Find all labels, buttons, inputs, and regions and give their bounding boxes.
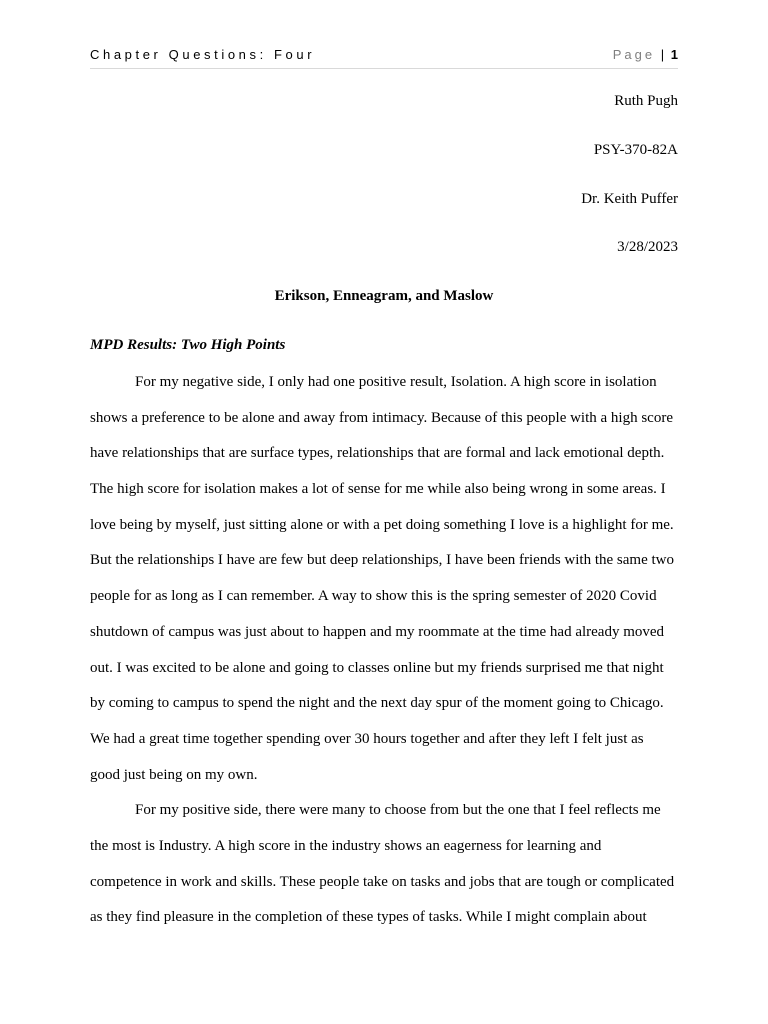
instructor-name: Dr. Keith Puffer [581, 191, 678, 207]
paragraph-line: shows a preference to be alone and away from intimacy. Because of this people with a high score [90, 409, 673, 426]
page-separator: | [660, 47, 665, 62]
course-code: PSY-370-82A [593, 142, 678, 158]
paragraph-line: the most is Industry. A high score in the industry shows an eagerness for learning and [90, 837, 602, 854]
paragraph-line: But the relationships I have are few but deep relationships, I have been friends with the same two [90, 552, 674, 569]
paragraph-line: shutdown of campus was just about to happen and my roommate at the time had already moved [90, 623, 665, 640]
paragraph-line: competence in work and skills. These people take on tasks and jobs that are tough or complicated [90, 873, 675, 890]
page-word: Page [612, 47, 656, 62]
author-name: Ruth Pugh [614, 93, 678, 109]
paragraph-line: have relationships that are surface types, relationships that are formal and lack emotional depth. [90, 445, 665, 462]
paragraph-line: as they find pleasure in the completion of these types of tasks. While I might complain about [90, 909, 647, 926]
paragraph-line: by coming to campus to spend the night and the next day spur of the moment going to Chicago. [90, 695, 664, 712]
paragraph-line: love being by myself, just sitting alone or with a pet doing something I love is a highlight for me. [90, 516, 674, 533]
section-heading: MPD Results: Two High Points [90, 337, 286, 353]
paragraph-line: good just being on my own. [90, 766, 258, 783]
paragraph-line: For my negative side, I only had one positive result, Isolation. A high score in isolation [135, 374, 657, 390]
page-number-label [613, 47, 678, 62]
document-title: Erikson, Enneagram, and Maslow [274, 288, 494, 304]
paragraph-line: people for as long as I can remember. A way to show this is the spring semester of 2020 Covid [90, 588, 657, 605]
page-number: 1 [670, 47, 678, 62]
body-text [90, 372, 680, 943]
header-title: Chapter Questions: Four [90, 47, 316, 62]
page-header [90, 46, 678, 69]
paragraph-line: out. I was excited to be alone and going to classes online but my friends surprised me that night [90, 659, 664, 676]
paragraph-line: We had a great time together spending over 30 hours together and after they left I felt just as [90, 730, 644, 747]
paragraph-line: For my positive side, there were many to choose from but the one that I feel reflects me [135, 802, 661, 819]
paragraph-line: The high score for isolation makes a lot of sense for me while also being wrong in some areas. I [90, 481, 666, 498]
document-date: 3/28/2023 [617, 239, 678, 255]
